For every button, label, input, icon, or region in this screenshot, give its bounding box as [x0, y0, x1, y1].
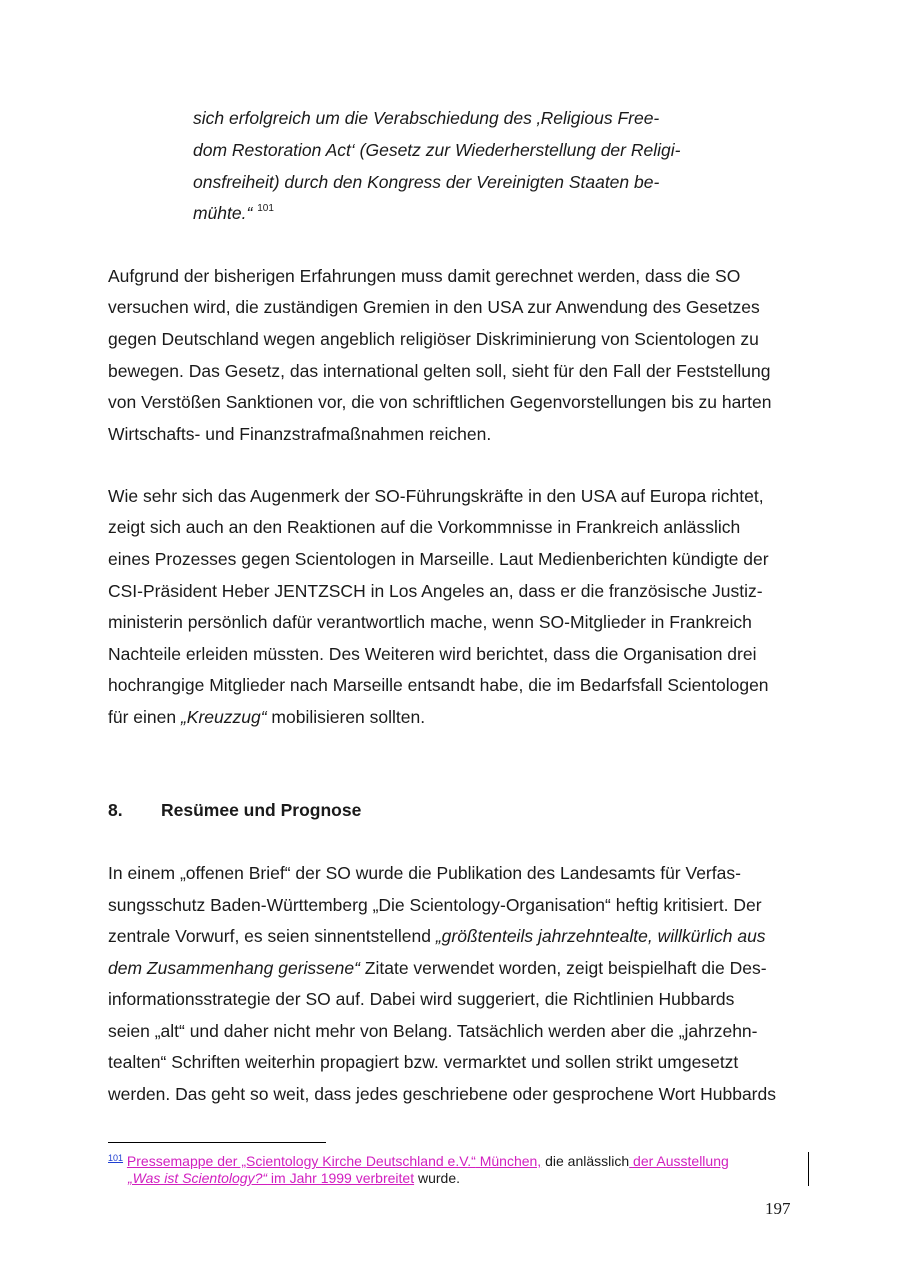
revision-change-bar: [808, 1152, 809, 1186]
quote-line: [193, 203, 274, 223]
paragraph-line: Wirtschafts- und Finanzstrafmaßnahmen reichen.: [108, 424, 492, 444]
quote-text: mühte.“: [193, 203, 253, 223]
section-number: 8.: [108, 800, 123, 820]
paragraph-line: sungsschutz Baden-Württemberg „Die Scientology-Organisation“ heftig kritisiert. Der: [108, 895, 762, 915]
emphasis-text: „größtenteils jahrzehntealte, willkürlich aus: [435, 926, 766, 946]
emphasis-text: „Kreuzzug“: [180, 707, 267, 727]
paragraph-line: gegen Deutschland wegen angeblich religiöser Diskriminierung von Scientologen zu: [108, 329, 759, 349]
paragraph-line: [108, 958, 767, 978]
paragraph-line: informationsstrategie der SO auf. Dabei wird suggeriert, die Richtlinien Hubbards: [108, 989, 735, 1009]
section-title: Resümee und Prognose: [161, 800, 362, 820]
paragraph-line: [108, 926, 766, 946]
text-run: für einen: [108, 707, 181, 727]
text-run: wurde.: [414, 1170, 461, 1186]
paragraph-line: werden. Das geht so weit, dass jedes geschriebene oder gesprochene Wort Hubbards: [108, 1084, 776, 1104]
revision-text: im Jahr 1999 verbreitet: [267, 1170, 415, 1186]
text-run: zentrale Vorwurf, es seien sinnentstellend: [108, 926, 436, 946]
revision-text: Pressemappe der „Scientology Kirche Deutschland e.V: [126, 1153, 468, 1169]
revision-text: der Ausstellung: [629, 1153, 729, 1169]
footnote-line: [108, 1153, 729, 1171]
paragraph-line: [108, 707, 425, 727]
paragraph-line: Nachteile erleiden müssten. Des Weiteren wird berichtet, dass die Organisation drei: [108, 644, 757, 664]
revision-text: München,: [475, 1153, 542, 1169]
paragraph-line: seien „alt“ und daher nicht mehr von Belang. Tatsächlich werden aber die „jahrzehn-: [108, 1021, 758, 1041]
paragraph-line: tealten“ Schriften weiterhin propagiert bzw. vermarktet und sollen strikt umgesetzt: [108, 1052, 739, 1072]
revision-text: „Was ist Scientology?“: [128, 1170, 268, 1186]
paragraph-line: bewegen. Das Gesetz, das international gelten soll, sieht für den Fall der Feststellung: [108, 361, 771, 381]
paragraph-line: ministerin persönlich dafür verantwortlich mache, wenn SO-Mitglieder in Frankreich: [108, 612, 752, 632]
footnote-reference[interactable]: 101: [257, 203, 274, 214]
footnote-line: [128, 1170, 460, 1186]
text-run: Zitate verwendet worden, zeigt beispielhaft die Des-: [359, 958, 767, 978]
text-run: die: [541, 1153, 564, 1169]
text-run: anlässlich: [563, 1153, 630, 1169]
paragraph-line: versuchen wird, die zuständigen Gremien in den USA zur Anwendung des Gesetzes: [108, 297, 760, 317]
paragraph-line: von Verstößen Sanktionen vor, die von schriftlichen Gegenvorstellungen bis zu harten: [108, 392, 772, 412]
paragraph-line: Wie sehr sich das Augenmerk der SO-Führungskräfte in den USA auf Europa richtet,: [108, 486, 764, 506]
revision-text: .“: [467, 1153, 476, 1169]
page-number: 197: [765, 1199, 791, 1218]
paragraph-line: hochrangige Mitglieder nach Marseille entsandt habe, die im Bedarfsfall Scientologen: [108, 675, 769, 695]
paragraph-line: eines Prozesses gegen Scientologen in Marseille. Laut Medienberichten kündigte der: [108, 549, 769, 569]
paragraph-line: CSI-Präsident Heber JENTZSCH in Los Angeles an, dass er die französische Justiz-: [108, 581, 763, 601]
paragraph-line: In einem „offenen Brief“ der SO wurde die Publikation des Landesamts für Verfas-: [108, 863, 741, 883]
quote-line: dom Restoration Act‘ (Gesetz zur Wiederherstellung der Religi-: [193, 140, 681, 160]
paragraph-line: Aufgrund der bisherigen Erfahrungen muss damit gerechnet werden, dass die SO: [108, 266, 741, 286]
quote-line: sich erfolgreich um die Verabschiedung des ‚Religious Free-: [193, 108, 660, 128]
footnote-separator: [108, 1142, 326, 1143]
footnote-number[interactable]: 101: [108, 1153, 124, 1163]
emphasis-text: dem Zusammenhang gerissene“: [108, 958, 360, 978]
quote-line: onsfreiheit) durch den Kongress der Vereinigten Staaten be-: [193, 172, 660, 192]
text-run: mobilisieren sollten.: [266, 707, 426, 727]
paragraph-line: zeigt sich auch an den Reaktionen auf die Vorkommnisse in Frankreich anlässlich: [108, 517, 741, 537]
